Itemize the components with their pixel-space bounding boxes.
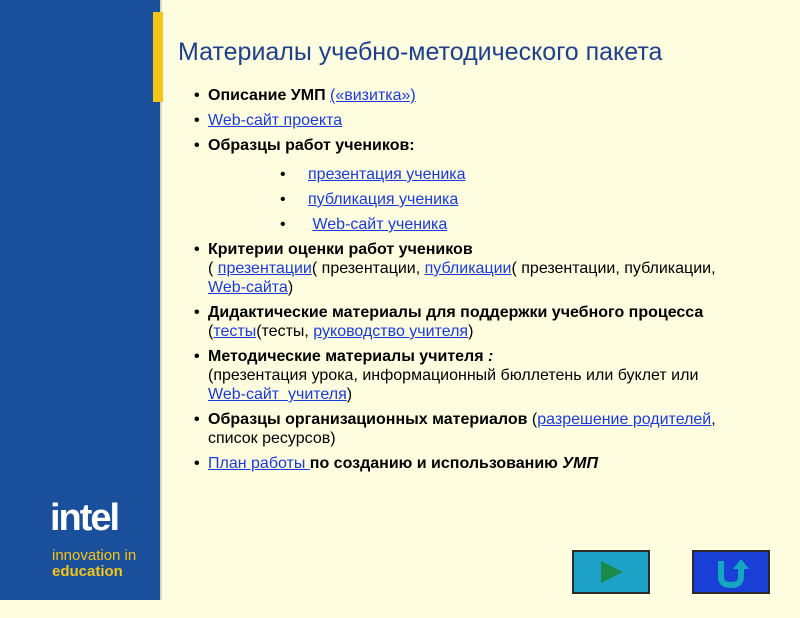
student-presentation-link[interactable]: презентация ученика <box>308 166 466 183</box>
organizational-label: Образцы организационных материалов <box>208 411 528 428</box>
tagline-line-1: innovation in <box>52 547 137 564</box>
methodical-close: ) <box>346 386 353 403</box>
criteria-close: ) <box>287 279 294 296</box>
u-turn-icon <box>711 555 751 589</box>
sublist-item <box>280 215 754 234</box>
work-plan-link[interactable]: План работы <box>208 455 310 472</box>
samples-sublist <box>208 165 754 234</box>
page-title: Материалы учебно-методического пакета <box>178 38 663 66</box>
sublist-item <box>280 165 754 184</box>
list-item-samples <box>194 136 754 234</box>
back-button[interactable] <box>692 550 770 594</box>
project-website-link[interactable]: Web-сайт проекта <box>208 112 343 129</box>
criteria-text-1: ( презентации, <box>311 260 425 277</box>
plan-label: по созданию и использованию <box>309 455 563 472</box>
teacher-guide-link[interactable]: руководство учителя <box>313 323 469 340</box>
list-item-plan <box>194 454 754 473</box>
organizational-text: , список ресурсов) <box>208 411 716 447</box>
samples-label: Образцы работ учеников: <box>208 137 415 154</box>
tests-link[interactable]: тесты <box>213 323 257 340</box>
student-website-link[interactable]: Web-сайт ученика <box>312 216 448 233</box>
list-item-criteria <box>194 240 754 297</box>
play-right-icon <box>593 558 629 586</box>
plan-italic: УМП <box>562 455 598 472</box>
criteria-text-2: ( презентации, публикации, <box>511 260 716 277</box>
list-item-didactic <box>194 303 754 341</box>
teacher-website-link[interactable]: Web-сайт учителя <box>208 386 347 403</box>
criteria-website-link[interactable]: Web-сайта <box>208 279 288 296</box>
parent-permission-link[interactable]: разрешение родителей <box>537 411 712 428</box>
criteria-publication-link[interactable]: публикации <box>424 260 512 277</box>
list-item-organizational <box>194 410 754 448</box>
yellow-stripe <box>153 12 163 102</box>
didactic-text-1: (тесты, <box>256 323 314 340</box>
sidebar-panel <box>0 0 162 600</box>
criteria-presentation-link[interactable]: презентации <box>217 260 312 277</box>
list-item-description <box>194 86 754 105</box>
sublist-item <box>280 190 754 209</box>
logo-tagline <box>52 548 152 580</box>
didactic-label: Дидактические материалы для поддержки учебного процесса <box>208 304 704 321</box>
organizational-open: ( <box>527 411 538 428</box>
materials-list <box>194 86 754 479</box>
intel-logo: intel <box>50 497 119 539</box>
didactic-close: ) <box>468 323 474 340</box>
methodical-colon: : <box>483 348 494 365</box>
list-item-website <box>194 111 754 130</box>
methodical-label: Методические материалы учителя <box>208 348 484 365</box>
list-item-methodical <box>194 347 754 404</box>
criteria-open: ( <box>208 260 218 277</box>
vizitka-link[interactable]: («визитка») <box>330 87 416 104</box>
next-button[interactable] <box>572 550 650 594</box>
tagline-line-2: education <box>52 563 123 580</box>
description-label: Описание УМП <box>208 87 326 104</box>
didactic-open: ( <box>208 323 214 340</box>
student-publication-link[interactable]: публикация ученика <box>308 191 459 208</box>
methodical-text: (презентация урока, информационный бюллетень или буклет или <box>208 367 699 384</box>
criteria-label: Критерии оценки работ учеников <box>208 241 473 258</box>
